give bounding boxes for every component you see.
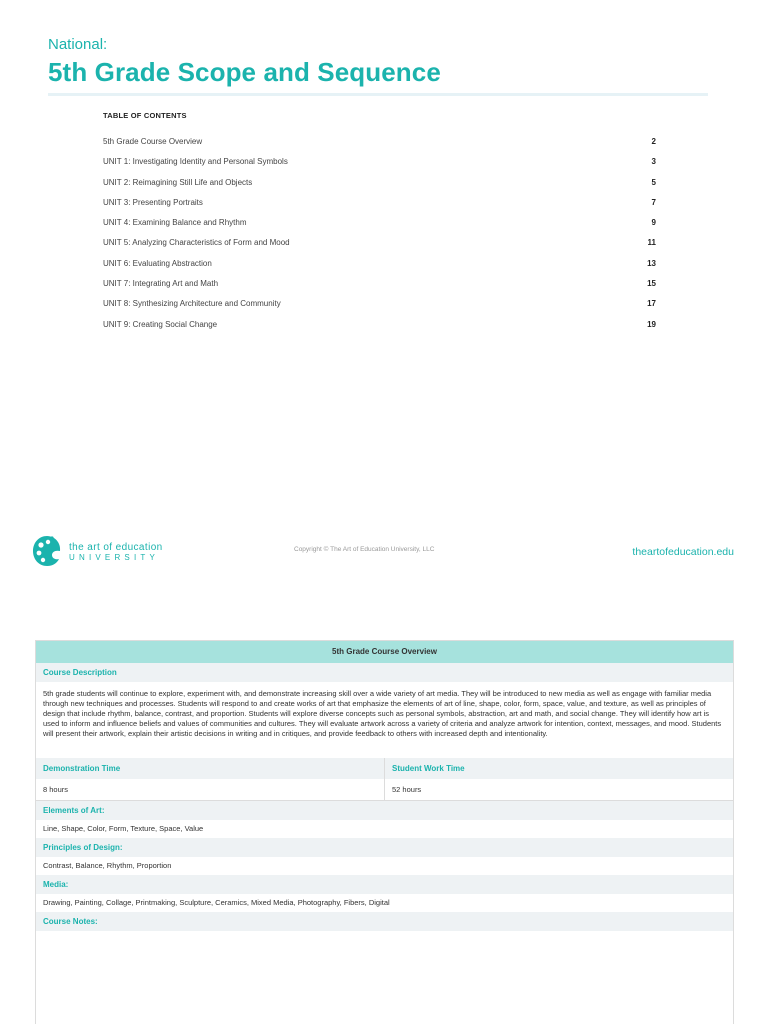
demo-time-value: 8 hours — [36, 779, 384, 801]
elements-value: Line, Shape, Color, Form, Texture, Space, Value — [43, 824, 204, 833]
document-title: 5th Grade Scope and Sequence — [48, 57, 441, 87]
document-subtitle: National: — [48, 36, 108, 53]
toc-item-page: 9 — [651, 218, 656, 228]
logo-text-line2: UNIVERSITY — [69, 553, 160, 562]
toc-item-label: UNIT 8: Synthesizing Architecture and Community — [103, 299, 281, 309]
toc-item[interactable] — [103, 320, 656, 340]
logo-text-line1: the art of education — [69, 542, 163, 553]
media-label: Media: — [36, 875, 733, 894]
toc-item-label: UNIT 5: Analyzing Characteristics of Form and Mood — [103, 238, 290, 248]
media-value: Drawing, Painting, Collage, Printmaking, Sculpture, Ceramics, Mixed Media, Photography, Fibers, Digital — [43, 898, 390, 907]
toc-item-page: 15 — [647, 279, 656, 289]
aoeu-logo — [32, 532, 182, 572]
toc-item[interactable] — [103, 299, 656, 319]
course-description-text: 5th grade students will continue to explore, experiment with, and demonstrate increasing skill over a wide variety of art media. They will be introduced to new media as well as engage with familiar media through new techniques and processes. Students will respond to and create works of art that emphasize the elements of art of line, shape, color, form, space, value, and texture, as well as principles of design that include rhythm, balance, contrast, and proportion. Students will explore diverse concepts such as personal symbols, abstraction, art and math, and social change. They will identify how art is used to inform and influence beliefs and values of communities and cultures. They will evaluate artwork across a variety of criteria and analyze artwork for intention, context, messages, and mood. Students will present their artwork, explain their artistic decisions in writing and in critiques, and provide feedback to others with increased depth and intentionality. — [43, 689, 722, 738]
website-link[interactable]: theartofeducation.edu — [632, 546, 734, 558]
course-overview-table — [35, 640, 734, 1024]
elements-label: Elements of Art: — [36, 801, 733, 820]
toc-item-label: UNIT 7: Integrating Art and Math — [103, 279, 219, 289]
toc-item[interactable] — [103, 238, 656, 258]
principles-label: Principles of Design: — [36, 838, 733, 857]
overview-title: 5th Grade Course Overview — [36, 641, 733, 663]
toc-item[interactable] — [103, 178, 656, 198]
copyright-text: Copyright © The Art of Education University, LLC — [294, 546, 435, 553]
course-notes-label: Course Notes: — [36, 912, 733, 931]
toc-heading: TABLE OF CONTENTS — [103, 111, 187, 120]
toc-item-label: UNIT 4: Examining Balance and Rhythm — [103, 218, 247, 228]
principles-value: Contrast, Balance, Rhythm, Proportion — [43, 861, 172, 870]
time-row — [36, 758, 733, 801]
course-notes-value — [36, 931, 733, 1024]
toc-item-label: UNIT 3: Presenting Portraits — [103, 197, 203, 207]
table-of-contents — [103, 111, 656, 340]
course-description-label: Course Description — [36, 663, 733, 682]
toc-item-label: UNIT 9: Creating Social Change — [103, 319, 218, 329]
toc-item[interactable] — [103, 157, 656, 177]
palette-icon — [32, 534, 62, 568]
toc-item[interactable] — [103, 279, 656, 299]
toc-item-label: UNIT 2: Reimagining Still Life and Objects — [103, 177, 253, 187]
toc-item[interactable] — [103, 259, 656, 279]
work-time-label: Student Work Time — [385, 758, 733, 779]
toc-list — [103, 137, 656, 340]
document-header — [48, 36, 708, 88]
toc-item[interactable] — [103, 218, 656, 238]
toc-item-label: 5th Grade Course Overview — [103, 137, 203, 146]
toc-item[interactable] — [103, 137, 656, 157]
toc-item-page: 13 — [647, 258, 656, 268]
work-time-value: 52 hours — [385, 779, 733, 801]
toc-item-label: UNIT 6: Evaluating Abstraction — [103, 258, 212, 268]
toc-item-page: 2 — [651, 137, 656, 146]
header-divider — [48, 93, 708, 96]
toc-item-page: 3 — [651, 157, 656, 167]
toc-item[interactable] — [103, 198, 656, 218]
toc-item-page: 5 — [651, 177, 656, 187]
toc-item-page: 17 — [647, 299, 656, 309]
toc-item-label: UNIT 1: Investigating Identity and Personal Symbols — [103, 157, 288, 167]
demo-time-label: Demonstration Time — [36, 758, 384, 779]
page-footer — [32, 532, 736, 572]
toc-item-page: 11 — [647, 238, 656, 248]
toc-item-page: 7 — [651, 197, 656, 207]
toc-item-page: 19 — [647, 319, 656, 329]
